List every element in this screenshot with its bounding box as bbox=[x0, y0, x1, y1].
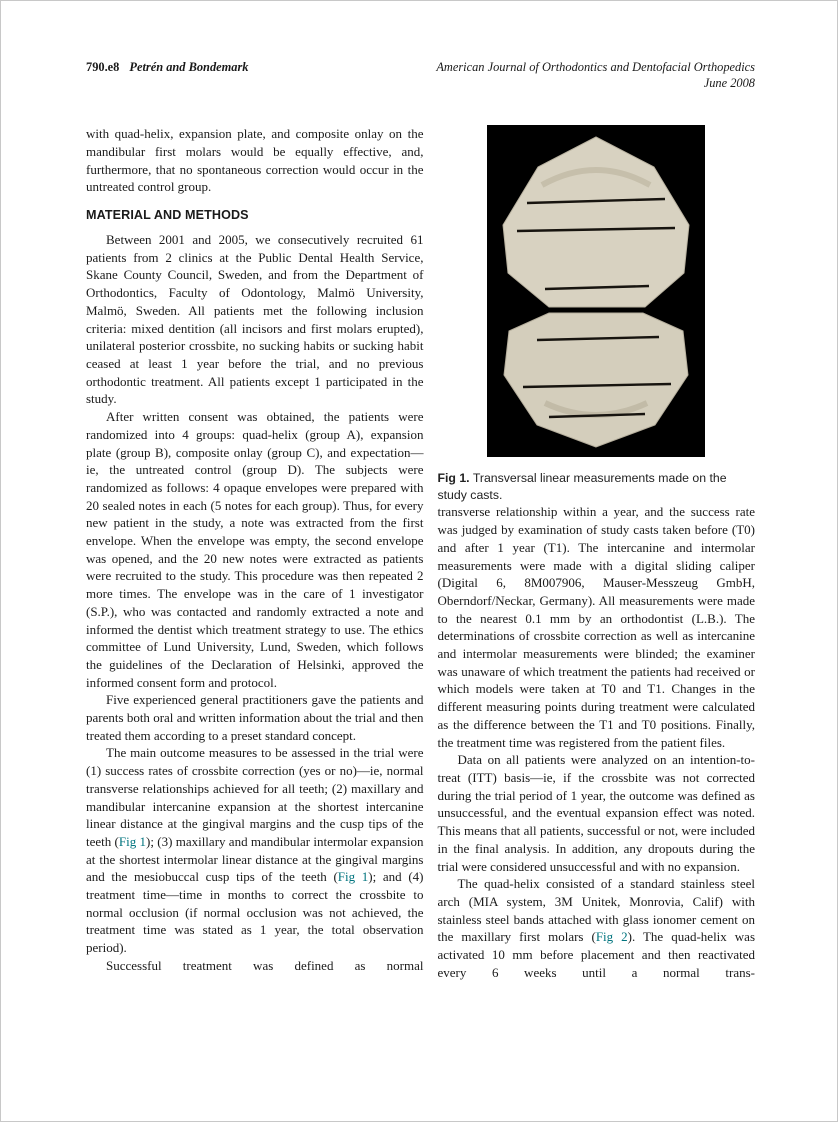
figure-1 bbox=[437, 125, 755, 503]
figure-reference[interactable]: Fig 1 bbox=[337, 869, 369, 885]
paragraph bbox=[437, 875, 755, 981]
running-head-left bbox=[86, 59, 249, 75]
two-column-body bbox=[86, 125, 755, 981]
paragraph bbox=[437, 503, 755, 751]
text-run: Between 2001 and 2005, we consecutively recruited 61 patients from 2 clinics at the Public Dental Health Service, Skane County Council, Sweden, and from the Department of Orthodontics, Faculty of Odontology, Malmö University, Malmö, Sweden. All patients met the following inclusion criteria: mixed dentition (all incisors and first molars erupted), unilateral posterior crossbite, no sucking habits or sucking habit ceased at least 1 year before the trial, and no previous orthodontic treatment. All patients except 1 participated in the study. bbox=[86, 232, 424, 407]
paragraph bbox=[86, 691, 423, 744]
paragraph bbox=[437, 751, 755, 875]
right-column bbox=[437, 125, 755, 981]
text-run: ); and (4) treatment time—time in months to correct the crossbite to normal occlusion (if normal occlusion was not achieved, the treatment time was stated as 1 year, the total observation period). bbox=[86, 869, 424, 956]
text-run: After written consent was obtained, the patients were randomized into 4 groups: quad-helix (group A), expansion plate (group B), composite onlay (group C), and expectation—ie, the untreated control (group D). The subjects were randomized as follows: 4 opaque envelopes were prepared with 20 sealed notes in each (5 notes for each group). Thus, for every new patient in the study, a note was extracted from the first envelope. When the envelope was empty, the second envelope was opened, and the 20 new notes were extracted as patients were recruited to the study. This procedure was then repeated 2 more times. The envelope was in the care of 1 investigator (S.P.), who was contacted and randomly extracted a note and informed the dentist which treatment strategy to use. The ethics committee of Lund University, Lund, Sweden, which follows the guidelines of the Declaration of Helsinki, approved the informed consent form and protocol. bbox=[86, 409, 424, 690]
running-head-right bbox=[436, 59, 755, 91]
left-column-body bbox=[86, 231, 423, 975]
figure-1-caption-text: Transversal linear measurements made on the study casts. bbox=[437, 471, 727, 502]
figure-1-image bbox=[487, 125, 705, 457]
figure-reference[interactable]: Fig 1 bbox=[118, 833, 147, 849]
figure-1-label: Fig 1. bbox=[437, 471, 470, 486]
study-casts-photo bbox=[487, 125, 705, 457]
running-authors: Petrén and Bondemark bbox=[129, 60, 249, 74]
text-run: The main outcome measures to be assessed in the trial were (1) success rates of crossbite correction (yes or no)—ie, normal transverse relationships achieved for all teeth; (2) maxillary and mandibular intercanine expansion at the shortest intercanine linear distance at the gingival margins and the cusp tips of the teeth ( bbox=[86, 745, 424, 849]
right-column-body bbox=[437, 503, 755, 981]
text-run: ). The quad-helix was activated 10 mm before placement and then reactivated every 6 weeks until a normal trans- bbox=[437, 929, 755, 980]
paragraph bbox=[86, 408, 423, 691]
left-column bbox=[86, 125, 423, 981]
issue-date: June 2008 bbox=[703, 76, 755, 91]
page-number: 790.e8 bbox=[86, 60, 120, 74]
figure-reference[interactable]: Fig 2 bbox=[595, 929, 628, 945]
text-run: Successful treatment was defined as normal bbox=[106, 957, 424, 973]
text-run: ); (3) maxillary and mandibular intermolar expansion at the shortest intermolar linear distance at the gingival margins and the mesiobuccal cusp tips of the teeth ( bbox=[86, 833, 424, 885]
paragraph bbox=[86, 125, 423, 196]
running-head bbox=[86, 59, 755, 91]
text-run: The quad-helix consisted of a standard stainless steel arch (MIA system, 3M Unitek, Monrovia, Calif) with stainless steel bands attached with glass ionomer cement on the maxillary first molars ( bbox=[437, 876, 755, 945]
section-heading-material-and-methods: MATERIAL AND METHODS bbox=[86, 208, 249, 223]
paragraph bbox=[86, 744, 423, 956]
paragraph bbox=[86, 231, 423, 408]
figure-1-caption bbox=[437, 470, 755, 503]
left-column-intro bbox=[86, 125, 423, 196]
text-run: Five experienced general practitioners gave the patients and parents both oral and written information about the trial and then treated them according to a preset standard concept. bbox=[86, 692, 424, 743]
text-run: Data on all patients were analyzed on an intention-to-treat (ITT) basis—ie, if the crossbite was not corrected during the trial period of 1 year, the outcome was defined as unsuccessful, and the eventual expansion effect was noted. This means that all patients, successful or not, were included in the final analysis. In addition, any dropouts during the trial were considered unsuccessful and with no expansion. bbox=[437, 752, 755, 874]
paragraph bbox=[86, 957, 423, 975]
text-run: transverse relationship within a year, and the success rate was judged by examination of study casts taken before (T0) and after 1 year (T1). The intercanine and intermolar measurements were made with a digital sliding caliper (Digital 6, 8M007906, Mauser-Messzeug GmbH, Oberndorf/Neckar, Germany). All measurements were made to the nearest 0.1 mm by an orthodontist (L.B.). The determinations of crossbite correction as well as intercanine and intermolar measurements were blinded; the examiner was unaware of which treatment the patients had received or which models were taken at T0 and T1. Changes in the different measuring points during treatment were calculated as the difference between the T1 and T0 positions. Finally, the treatment time was registered from the patient files. bbox=[437, 504, 755, 750]
text-run: with quad-helix, expansion plate, and composite onlay on the mandibular first molars would be equally effective, and, furthermore, that no spontaneous correction would occur in the untreated control group. bbox=[86, 126, 424, 195]
journal-title: American Journal of Orthodontics and Dentofacial Orthopedics bbox=[436, 60, 755, 74]
